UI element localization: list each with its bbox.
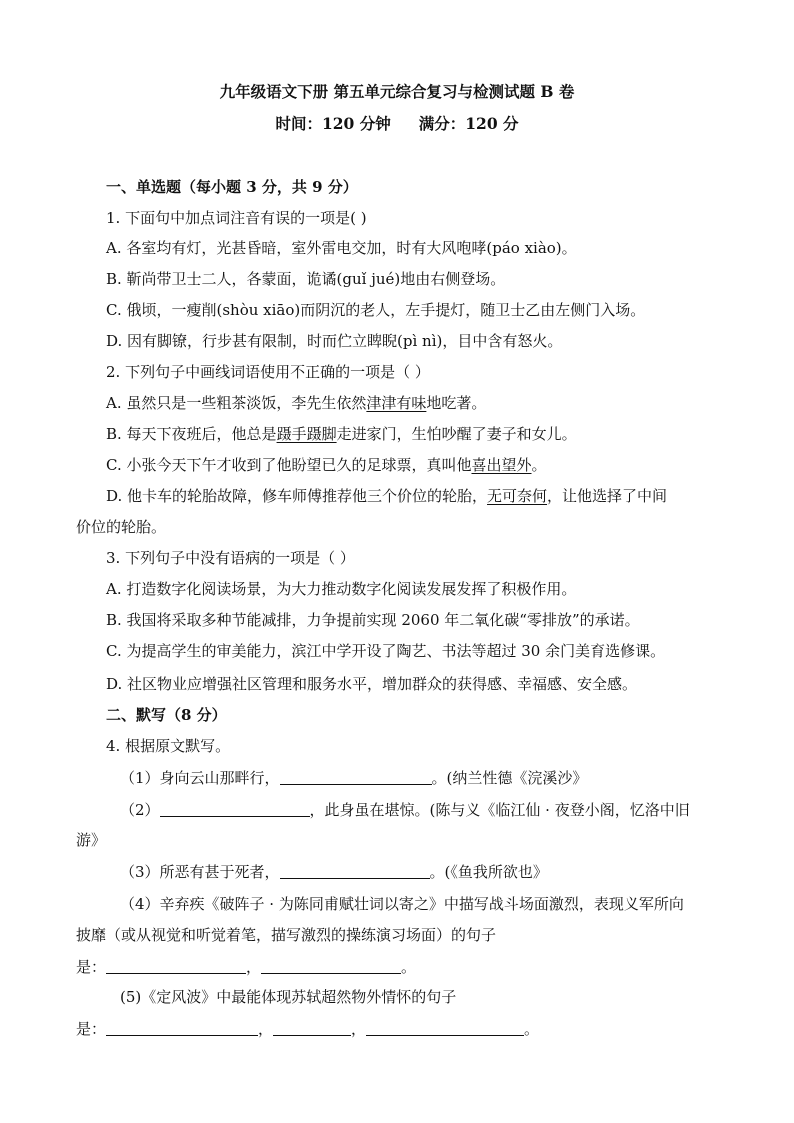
- q1-option-d: D. 因有脚镣，行步甚有限制，时而伫立睥睨(pì nì)，目中含有怒火。: [106, 332, 563, 350]
- q2-c-text: C. 小张今天下午才收到了他盼望已久的足球票，真叫他: [106, 456, 472, 474]
- q2-option-c: [106, 455, 547, 475]
- answer-period: 。: [401, 958, 417, 976]
- q4-item-5: (5)《定风波》中最能体现苏轼超然物外情怀的句子: [120, 988, 457, 1006]
- answer-blank[interactable]: [273, 1019, 351, 1036]
- q3-option-a: A. 打造数字化阅读场景，为大力推动数字化阅读发展发挥了积极作用。: [106, 580, 577, 598]
- answer-blank[interactable]: [106, 957, 246, 974]
- q4-item-1: [120, 768, 587, 788]
- section1-heading: 一、单选题（每小题 3 分，共 9 分）: [106, 178, 358, 196]
- answer-blank[interactable]: [261, 957, 401, 974]
- answer-prefix: 是：: [76, 1020, 107, 1038]
- q2-c-underlined: 喜出望外: [471, 456, 532, 474]
- answer-blank[interactable]: [280, 768, 432, 785]
- q2-option-a: [106, 393, 486, 413]
- time-label: 时间：120 分钟: [275, 114, 391, 133]
- q2-c-text-end: 。: [531, 456, 547, 474]
- answer-comma: ，: [258, 1020, 274, 1038]
- q3-option-d: D. 社区物业应增强社区管理和服务水平，增加群众的获得感、幸福感、安全感。: [106, 675, 638, 693]
- q4-2-text: （2）: [120, 801, 160, 819]
- q4-item-4-continued: 披靡（或从视觉和听觉着笔，描写激烈的操练演习场面）的句子: [76, 926, 497, 944]
- q4-item-5-answer: [76, 1019, 539, 1039]
- q4-3-text: （3）所恶有甚于死者，: [120, 863, 280, 881]
- q2-a-text: A. 虽然只是一些粗茶淡饭，李先生依然: [106, 394, 367, 412]
- answer-blank[interactable]: [366, 1019, 524, 1036]
- q1-option-c: C. 俄顷，一瘦削(shòu xiāo)而阴沉的老人，左手提灯，随卫士乙由左侧门入场。: [106, 301, 646, 319]
- exam-meta: [0, 114, 794, 134]
- q2-d-text-end: ，让他选择了中间: [547, 487, 668, 505]
- q2-d-underlined: 无可奈何: [487, 487, 548, 505]
- q3-option-b: B. 我国将采取多种节能减排，力争提前实现 2060 年二氧化碳“零排放”的承诺。: [106, 611, 640, 629]
- q2-b-text: B. 每天下夜班后，他总是: [106, 425, 277, 443]
- q4-item-2: [120, 800, 690, 820]
- q4-item-2-continued: 游》: [76, 831, 107, 849]
- q2-option-d: [106, 486, 667, 506]
- q4-item-3: [120, 862, 548, 882]
- section2-heading: 二、默写（8 分）: [106, 706, 227, 724]
- answer-blank[interactable]: [160, 800, 310, 817]
- q2-b-text-end: 走进家门，生怕吵醒了妻子和女儿。: [336, 425, 577, 443]
- q1-option-a: A. 各室均有灯，光甚昏暗，室外雷电交加，时有大风咆哮(páo xiào)。: [106, 239, 577, 257]
- q4-2-source: ，此身虽在堪惊。(陈与义《临江仙 · 夜登小阁，忆洛中旧: [309, 801, 690, 819]
- q2-b-underlined: 蹑手蹑脚: [276, 425, 337, 443]
- answer-prefix: 是：: [76, 958, 107, 976]
- q3-option-c: C. 为提高学生的审美能力，滨江中学开设了陶艺、书法等超过 30 余门美育选修课。: [106, 642, 666, 660]
- q4-3-source: 。(《鱼我所欲也》: [429, 863, 548, 881]
- q2-a-text-end: 地吃著。: [426, 394, 487, 412]
- q4-stem: 4. 根据原文默写。: [106, 737, 231, 755]
- q4-item-4: （4）辛弃疾《破阵子 · 为陈同甫赋壮词以寄之》中描写战斗场面激烈，表现义军所向: [120, 895, 684, 913]
- q4-item-4-answer: [76, 957, 416, 977]
- q3-stem: 3. 下列句子中没有语病的一项是（ ）: [106, 549, 355, 567]
- q2-option-b: [106, 424, 577, 444]
- q4-1-source: 。(纳兰性德《浣溪沙》: [431, 769, 588, 787]
- q1-stem: 1. 下面句中加点词注音有误的一项是( ): [106, 209, 367, 227]
- q2-d-text: D. 他卡车的轮胎故障，修车师傅推荐他三个价位的轮胎，: [106, 487, 488, 505]
- q1-option-b: B. 靳尚带卫士二人，各蒙面，诡谲(guǐ jué)地由右侧登场。: [106, 270, 506, 288]
- answer-blank[interactable]: [106, 1019, 258, 1036]
- q2-option-d-continued: 价位的轮胎。: [76, 518, 167, 536]
- q4-1-text: （1）身向云山那畔行，: [120, 769, 280, 787]
- exam-title: 九年级语文下册 第五单元综合复习与检测试题 B 卷: [219, 82, 575, 101]
- answer-blank[interactable]: [280, 862, 430, 879]
- q2-a-underlined: 津津有味: [366, 394, 427, 412]
- q2-stem: 2. 下列句子中画线词语使用不正确的一项是（ ）: [106, 363, 430, 381]
- answer-comma: ，: [246, 958, 262, 976]
- score-label: 满分：120 分: [418, 114, 519, 133]
- answer-period: 。: [524, 1020, 540, 1038]
- answer-comma: ，: [351, 1020, 367, 1038]
